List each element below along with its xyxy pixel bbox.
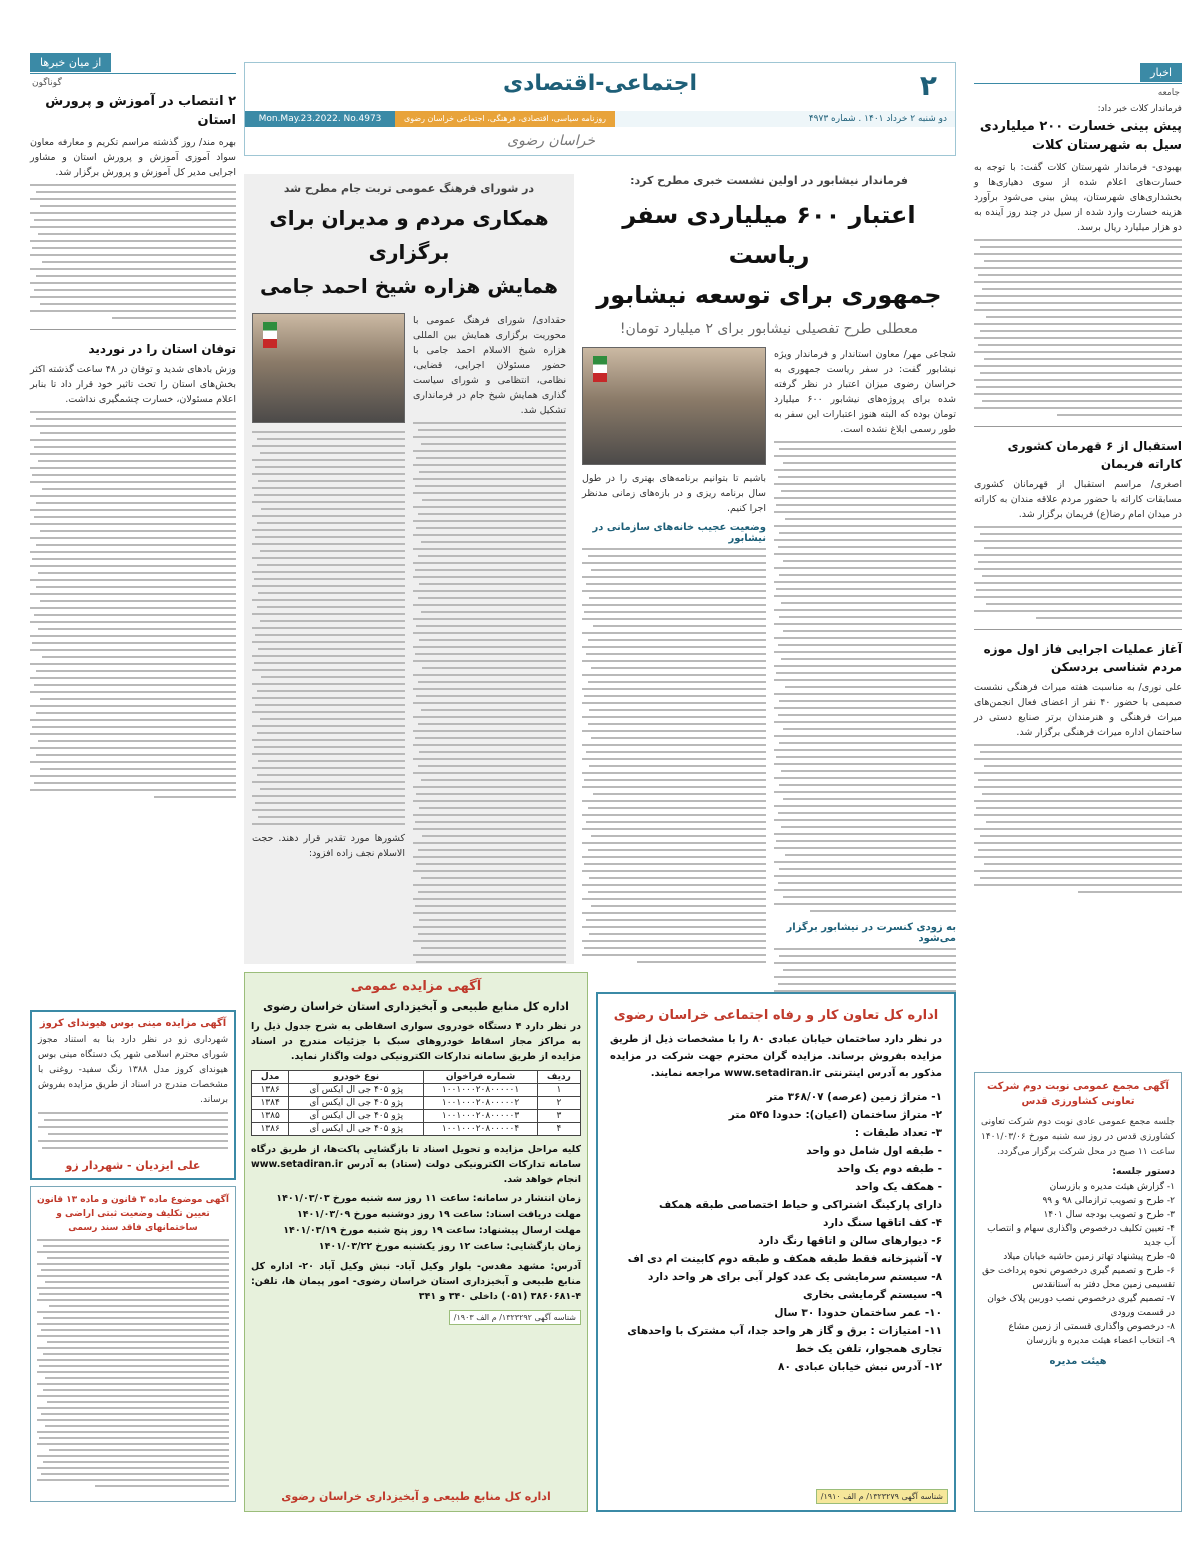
- minibus-auction-ad: [30, 1010, 236, 1180]
- ad-stamp: شناسه آگهی ۱۳۲۳۲۹۲/ م الف ۱۹۰۳/: [449, 1310, 581, 1325]
- ad-footer: اداره کل منابع طبیعی و آبخیزداری خراسان رضوی: [281, 1490, 551, 1503]
- lead-headline-line-2[interactable]: جمهوری برای توسعه نیشابور: [596, 281, 942, 309]
- page-number: ۲: [919, 69, 937, 102]
- property-detail-item: - طبقه اول شامل دو واحد: [806, 1145, 942, 1157]
- issue-date: دو شنبه ۲ خرداد ۱۴۰۱ . شماره ۴۹۷۳: [615, 111, 955, 127]
- flag-icon: [593, 356, 607, 382]
- latin-date: Mon.May.23.2022. No.4973: [245, 111, 395, 127]
- divider: [974, 426, 1182, 427]
- paper-tagline: روزنامه سیاسی، اقتصادی، فرهنگی، اجتماعی خراسان رضوی: [395, 111, 615, 127]
- lead-photo-column: [582, 347, 766, 1083]
- divider: [974, 629, 1182, 630]
- ad-intro: در نظر دارد ۴ دستگاه خودروی سواری اسقاطی به شرح جدول ذیل را به مراکز مجاز اسقاط خودروهای سبک با جزئیات مندرج در اسناد مزایده از طریق سامانه تدارکات الکترونیکی دولت واگذار نماید.: [251, 1021, 581, 1062]
- auction-ad: [244, 972, 588, 1512]
- ad-body: جلسه مجمع عمومی عادی نوبت دوم شرکت تعاونی کشاورزی قدس در روز سه شنبه مورخ ۱۴۰۱/۰۳/۰۶ ساعت ۱۱ صبح در محل شرکت برگزار می‌گردد.: [981, 1117, 1175, 1157]
- ad-title: اداره کل تعاون کار و رفاه اجتماعی خراسان رضوی: [613, 1008, 939, 1023]
- masthead-strip: [245, 111, 955, 127]
- article-headline[interactable]: توفان استان را در نوردید: [88, 342, 236, 356]
- article-lede: بهبودی- فرماندار شهرستان کلات گفت: با توجه به خسارت‌های اعلام شده از سوی دهیاری‌ها و بخشداری‌های شهرستان، پیش بینی می‌شود برآورد هزینه خسارت وارد شده از سیل در چند روز آینده به دو هزار میلیارد ریال برسد.: [974, 162, 1182, 233]
- article-body-lines: [37, 1239, 229, 1487]
- right-column-header: [974, 62, 1182, 84]
- auction-date-item: مهلت دریافت اسناد: ساعت ۱۹ روز دوشنبه مورخ ۱۴۰۱/۰۳/۰۹: [296, 1209, 581, 1220]
- property-detail-item: ۶- دیوارهای سالن و اتاقها رنگ دارد: [758, 1235, 942, 1247]
- second-body: [252, 313, 566, 963]
- agenda-item: ۴- تعیین تکلیف درخصوص واگذاری سهام و انتصاب آب جدید: [987, 1224, 1175, 1248]
- article-headline[interactable]: ۲ انتصاب در آموزش و پرورش استان: [45, 94, 236, 128]
- article-kicker: فرماندار کلات خبر داد:: [1097, 104, 1182, 114]
- article-headline[interactable]: آغاز عملیات اجرایی فاز اول موزه مردم شناسی بردسکن: [983, 642, 1182, 674]
- table-header-cell: نوع خودرو: [289, 1071, 424, 1084]
- agenda-item: ۲- طرح و تصویب ترازمالی ۹۸ و ۹۹: [1042, 1196, 1175, 1206]
- property-detail-item: - طبقه دوم یک واحد: [836, 1163, 942, 1175]
- article-body-lines: [974, 239, 1182, 416]
- table-cell: ۱۳۸۵: [252, 1110, 289, 1123]
- table-cell: ۴: [537, 1123, 580, 1136]
- agenda-item: ۶- طرح و تصمیم گیری درخصوص نحوه پرداخت حق تقسیمی زمین محل دفتر به آستانقدس: [982, 1266, 1175, 1290]
- table-cell: ۳: [537, 1110, 580, 1123]
- agenda-item: ۱- گزارش هیئت مدیره و بازرسان: [1049, 1182, 1175, 1192]
- agenda-item: ۹- انتخاب اعضاء هیئت مدیره و بازرسان: [1026, 1336, 1175, 1346]
- agenda-list: [981, 1180, 1175, 1348]
- ad-title: آگهی موضوع ماده ۳ قانون و ماده ۱۳ قانون تعیین تکلیف وضعیت ثبتی اراضی و ساختمانهای فاقد سند رسمی: [37, 1195, 229, 1233]
- property-detail-item: ۸- سیستم سرمایشی یک عدد کولر آبی برای هر واحد دارد: [647, 1271, 942, 1283]
- ad-title: آگهی مزایده عمومی: [350, 979, 482, 994]
- lead-text-column: [774, 347, 956, 1083]
- second-photo-column: [252, 313, 405, 963]
- table-body: [252, 1084, 581, 1136]
- lead-top-block: [582, 347, 956, 1083]
- section-tag: از میان خبرها: [30, 53, 111, 72]
- property-detail-item: ۷- آشپزخانه فقط طبقه همکف و طبقه دوم کابینت ام دی اف: [627, 1253, 942, 1265]
- meeting-photo: [252, 313, 405, 423]
- auction-date-item: زمان بازگشایی: ساعت ۱۲ روز یکشنبه مورخ ۱۴۰۱/۰۳/۲۲: [318, 1241, 581, 1252]
- ad-body: کلیه مراحل مزایده و تحویل اسناد تا بازگشایی پاکت‌ها، از طریق درگاه سامانه تدارکات الکترونیکی دولت (ستاد) به آدرس www.setadiran.ir انجام خواهد شد.: [251, 1144, 581, 1185]
- second-story: [244, 174, 574, 964]
- vehicle-table: [251, 1070, 581, 1136]
- ad-body: شهرداری زو در نظر دارد بنا به استناد مجوز شورای محترم اسلامی شهر یک دستگاه مینی بوس هیوندای کروز مدل ۱۳۸۸ رنگ سفید- روغنی با مشخصات مندرج در اسناد از طریق مزایده بفروش برساند.: [38, 1035, 228, 1105]
- article-headline[interactable]: استقبال از ۶ قهرمان کشوری کاراته فریمان: [1007, 439, 1182, 471]
- property-detail-item: ۳- تعداد طبقات :: [854, 1127, 942, 1139]
- ad-address: آدرس: مشهد مقدس- بلوار وکیل آباد- نبش وکیل آباد ۲۰- اداره کل منابع طبیعی و آبخیزداری استان خراسان رضوی- امور پیمان ها، تلفن: ۴-۳۸۶۰۶۸۱ (۰۵۱) داخلی ۳۴۰ و ۳۴۱: [251, 1261, 581, 1302]
- second-headline-line-1[interactable]: همکاری مردم و مدیران برای برگزاری: [269, 206, 549, 264]
- coop-assembly-ad: [974, 1072, 1182, 1512]
- article-lede: علی نوری/ به مناسبت هفته میراث فرهنگی نشست صمیمی با حضور ۴۰ نفر از اعضای فعال انجمن‌های میراث فرهنگی و هنرمندان برتر صنایع دستی در ساختمان اداره میراث فرهنگی برگزار شد.: [974, 682, 1183, 738]
- lead-subhead: به زودی کنسرت در نیشابور برگزار می‌شود: [786, 922, 956, 944]
- ad-title: آگهی مجمع عمومی نوبت دوم شرکت تعاونی کشاورزی قدس: [987, 1081, 1169, 1107]
- table-cell: ۲: [537, 1097, 580, 1110]
- agenda-item: ۵- طرح پیشنهاد تهاتر زمین حاشیه خیابان میلاد: [1003, 1252, 1175, 1262]
- table-header-cell: ردیف: [537, 1071, 580, 1084]
- lead-headline-line-1[interactable]: اعتبار ۶۰۰ میلیاردی سفر ریاست: [622, 201, 916, 269]
- article-body-lines: [38, 1112, 228, 1149]
- table-cell: ۱: [537, 1084, 580, 1097]
- lead-kicker: فرماندار نیشابور در اولین نشست خبری مطرح کرد:: [630, 174, 908, 187]
- lead-subhead: وضعیت عجیب خانه‌های سازمانی در نیشابور: [592, 522, 766, 544]
- table-header-cell: مدل: [252, 1071, 289, 1084]
- table-cell: ۱۳۸۶: [252, 1123, 289, 1136]
- labor-office-ad: [596, 992, 956, 1512]
- article-body-lines: [30, 411, 236, 798]
- lead-story: [582, 174, 956, 1083]
- agenda-item: ۷- تصمیم گیری درخصوص نصب دوربین پلاک خوان در قسمت ورودی: [987, 1294, 1175, 1318]
- property-detail-item: - همکف یک واحد: [855, 1181, 942, 1193]
- table-cell: پژو ۴۰۵ جی ال ایکس آی: [289, 1123, 424, 1136]
- second-headline-line-2[interactable]: همایش هزاره شیخ احمد جامی: [260, 274, 558, 298]
- ad-stamp: شناسه آگهی ۱۳۲۳۲۷۹/ م الف ۱۹۱۰/: [816, 1489, 948, 1504]
- property-detail-item: ۱۲- آدرس نبش خیابان عبادی ۸۰: [778, 1361, 942, 1373]
- table-cell: پژو ۴۰۵ جی ال ایکس آی: [289, 1084, 424, 1097]
- article-body-lines: [974, 744, 1182, 893]
- right-news-column: [974, 62, 1182, 1512]
- left-column-header: [30, 52, 236, 74]
- second-text-column: [413, 313, 566, 963]
- left-news-column: [30, 52, 236, 1512]
- land-registration-ad: [30, 1186, 236, 1502]
- article-lede: بهره مند/ روز گذشته مراسم تکریم و معارفه معاون سواد آموزی آموزش و پرورش استان و مشاور اجرایی مدیر کل آموزش و پرورش برگزار شد.: [30, 137, 236, 178]
- table-cell: ۱۳۸۴: [252, 1097, 289, 1110]
- property-detail-item: ۴- کف اتاقها سنگ دارد: [822, 1217, 942, 1229]
- table-cell: ۱۰۰۱۰۰۰۲۰۸۰۰۰۰۰۳: [424, 1110, 537, 1123]
- ad-intro: در نظر دارد ساختمان خیابان عبادی ۸۰ را با مشخصات ذیل از طریق مزایده بفروش برساند. مزایده گران محترم جهت شرکت در مزایده مذکور به آدرس اینترنتی www.setadiran.ir مراجعه نمایند.: [610, 1034, 942, 1079]
- article-lede: وزش بادهای شدید و توفان در ۴۸ ساعت گذشته اکثر بخش‌های استان را تحت تاثیر خود قرار داد تا بنابر اعلام مسئولان، خسارت چشمگیری نداشت.: [30, 364, 236, 405]
- masthead: [244, 62, 956, 156]
- table-row: [252, 1123, 581, 1136]
- table-row: [252, 1097, 581, 1110]
- second-lede: حقدادی/ شورای فرهنگ عمومی با محوریت برگزاری همایش بین المللی هزاره شیخ الاسلام احمد جامی با حضور مسئولان اجرایی، قضایی، نظامی، انتظامی و شورای سیاست گذاری همایش شیخ جام در فرمانداری تشکیل شد.: [413, 315, 566, 416]
- table-cell: ۱۰۰۱۰۰۰۲۰۸۰۰۰۰۰۱: [424, 1084, 537, 1097]
- property-detail-item: ۱- متراژ زمین (عرصه) ۳۶۸/۰۷ متر: [766, 1091, 942, 1103]
- table-cell: ۱۰۰۱۰۰۰۲۰۸۰۰۰۰۰۴: [424, 1123, 537, 1136]
- auction-date-item: مهلت ارسال پیشنهاد: ساعت ۱۹ روز پنج شنبه مورخ ۱۴۰۱/۰۳/۱۹: [283, 1225, 581, 1236]
- lead-lede: شجاعی مهر/ معاون استاندار و فرماندار ویژه نیشابور گفت: در سفر ریاست جمهوری به خراسان رضوی میزان اعتبار در نظر گرفته شده برای پروژه‌های نیشابور ۶۰۰ میلیارد تومان بوده که البته هنوز اعتبارات این سفر به طور رسمی ابلاغ نشده است.: [774, 349, 956, 435]
- table-cell: پژو ۴۰۵ جی ال ایکس آی: [289, 1097, 424, 1110]
- center-area: [244, 62, 956, 1512]
- table-header-cell: شماره فراخوان: [424, 1071, 537, 1084]
- lead-deck: معطلی طرح تفصیلی نیشابور برای ۲ میلیارد تومان!: [619, 321, 919, 337]
- divider: [30, 329, 236, 330]
- ad-org: اداره کل منابع طبیعی و آبخیزداری استان خراسان رضوی: [263, 1000, 569, 1013]
- property-detail-item: ۹- سیستم گرمایشی بخاری: [802, 1289, 942, 1301]
- article-body-lines: [974, 526, 1182, 619]
- agenda-item: ۳- طرح و تصویب بودجه سال ۱۴۰۱: [1043, 1210, 1175, 1220]
- table-header-row: [252, 1071, 581, 1084]
- article-body-lines: [582, 548, 766, 963]
- newspaper-logo: خراسان رضوی: [507, 133, 595, 149]
- article-body-lines: [30, 184, 236, 319]
- article-body-lines: [774, 441, 956, 912]
- second-closing: کشورها مورد تقدیر قرار دهند. حجت الاسلام نجف زاده افزود:: [252, 833, 405, 859]
- table-row: [252, 1110, 581, 1123]
- table-row: [252, 1084, 581, 1097]
- flag-icon: [263, 322, 277, 348]
- section-tag: اخبار: [1140, 63, 1182, 82]
- article-headline[interactable]: پیش بینی خسارت ۲۰۰ میلیاردی سیل به شهرستان کلات: [979, 119, 1182, 153]
- sub-tag: جامعه: [1157, 88, 1180, 98]
- second-kicker: در شورای فرهنگ عمومی تربت جام مطرح شد: [283, 182, 535, 195]
- property-detail-item: دارای پارکینگ اشتراکی و حیاط اختصاصی طبقه همکف: [658, 1199, 942, 1211]
- article-body-lines: [252, 431, 405, 825]
- section-title: اجتماعی-اقتصادی: [502, 71, 698, 96]
- property-detail-item: ۲- متراژ ساختمان (اعیان): حدودا ۵۴۵ متر: [728, 1109, 942, 1121]
- agenda-title: دستور جلسه:: [1112, 1166, 1175, 1177]
- table-cell: ۱۰۰۱۰۰۰۲۰۸۰۰۰۰۰۲: [424, 1097, 537, 1110]
- photo-caption: باشیم تا بتوانیم برنامه‌های بهتری را در طول سال برنامه ریزی و در بازه‌های زمانی مدنظر اجرا کنیم.: [582, 473, 766, 514]
- article-lede: اصغری/ مراسم استقبال از قهرمانان کشوری مسابقات کاراته با حضور مردم علاقه مندان به کاراته در میدان امام رضا(ع) فریمان برگزار شد.: [974, 479, 1182, 520]
- lead-photo: [582, 347, 766, 465]
- auction-date-item: زمان انتشار در سامانه: ساعت ۱۱ روز سه شنبه مورخ ۱۴۰۱/۰۳/۰۳: [276, 1193, 581, 1204]
- property-details-list: [604, 1088, 948, 1376]
- article-body-lines: [413, 422, 566, 963]
- property-detail-item: ۱۱- امتیازات : برق و گاز هر واحد جدا، آب مشترک با واحدهای تجاری همجوار، تلفن یک خط: [627, 1325, 942, 1355]
- ad-signature: هیئت مدیره: [1049, 1356, 1107, 1367]
- table-cell: پژو ۴۰۵ جی ال ایکس آی: [289, 1110, 424, 1123]
- ad-signature: علی ایزدیان - شهردار زو: [65, 1159, 201, 1172]
- property-detail-item: ۱۰- عمر ساختمان حدودا ۳۰ سال: [774, 1307, 942, 1319]
- agenda-item: ۸- درخصوص واگذاری قسمتی از زمین مشاع: [1008, 1322, 1175, 1332]
- ad-title: آگهی مزایده مینی بوس هیوندای کروز: [39, 1018, 227, 1029]
- auction-dates: [251, 1191, 581, 1255]
- table-cell: ۱۳۸۶: [252, 1084, 289, 1097]
- sub-tag: گوناگون: [32, 78, 62, 88]
